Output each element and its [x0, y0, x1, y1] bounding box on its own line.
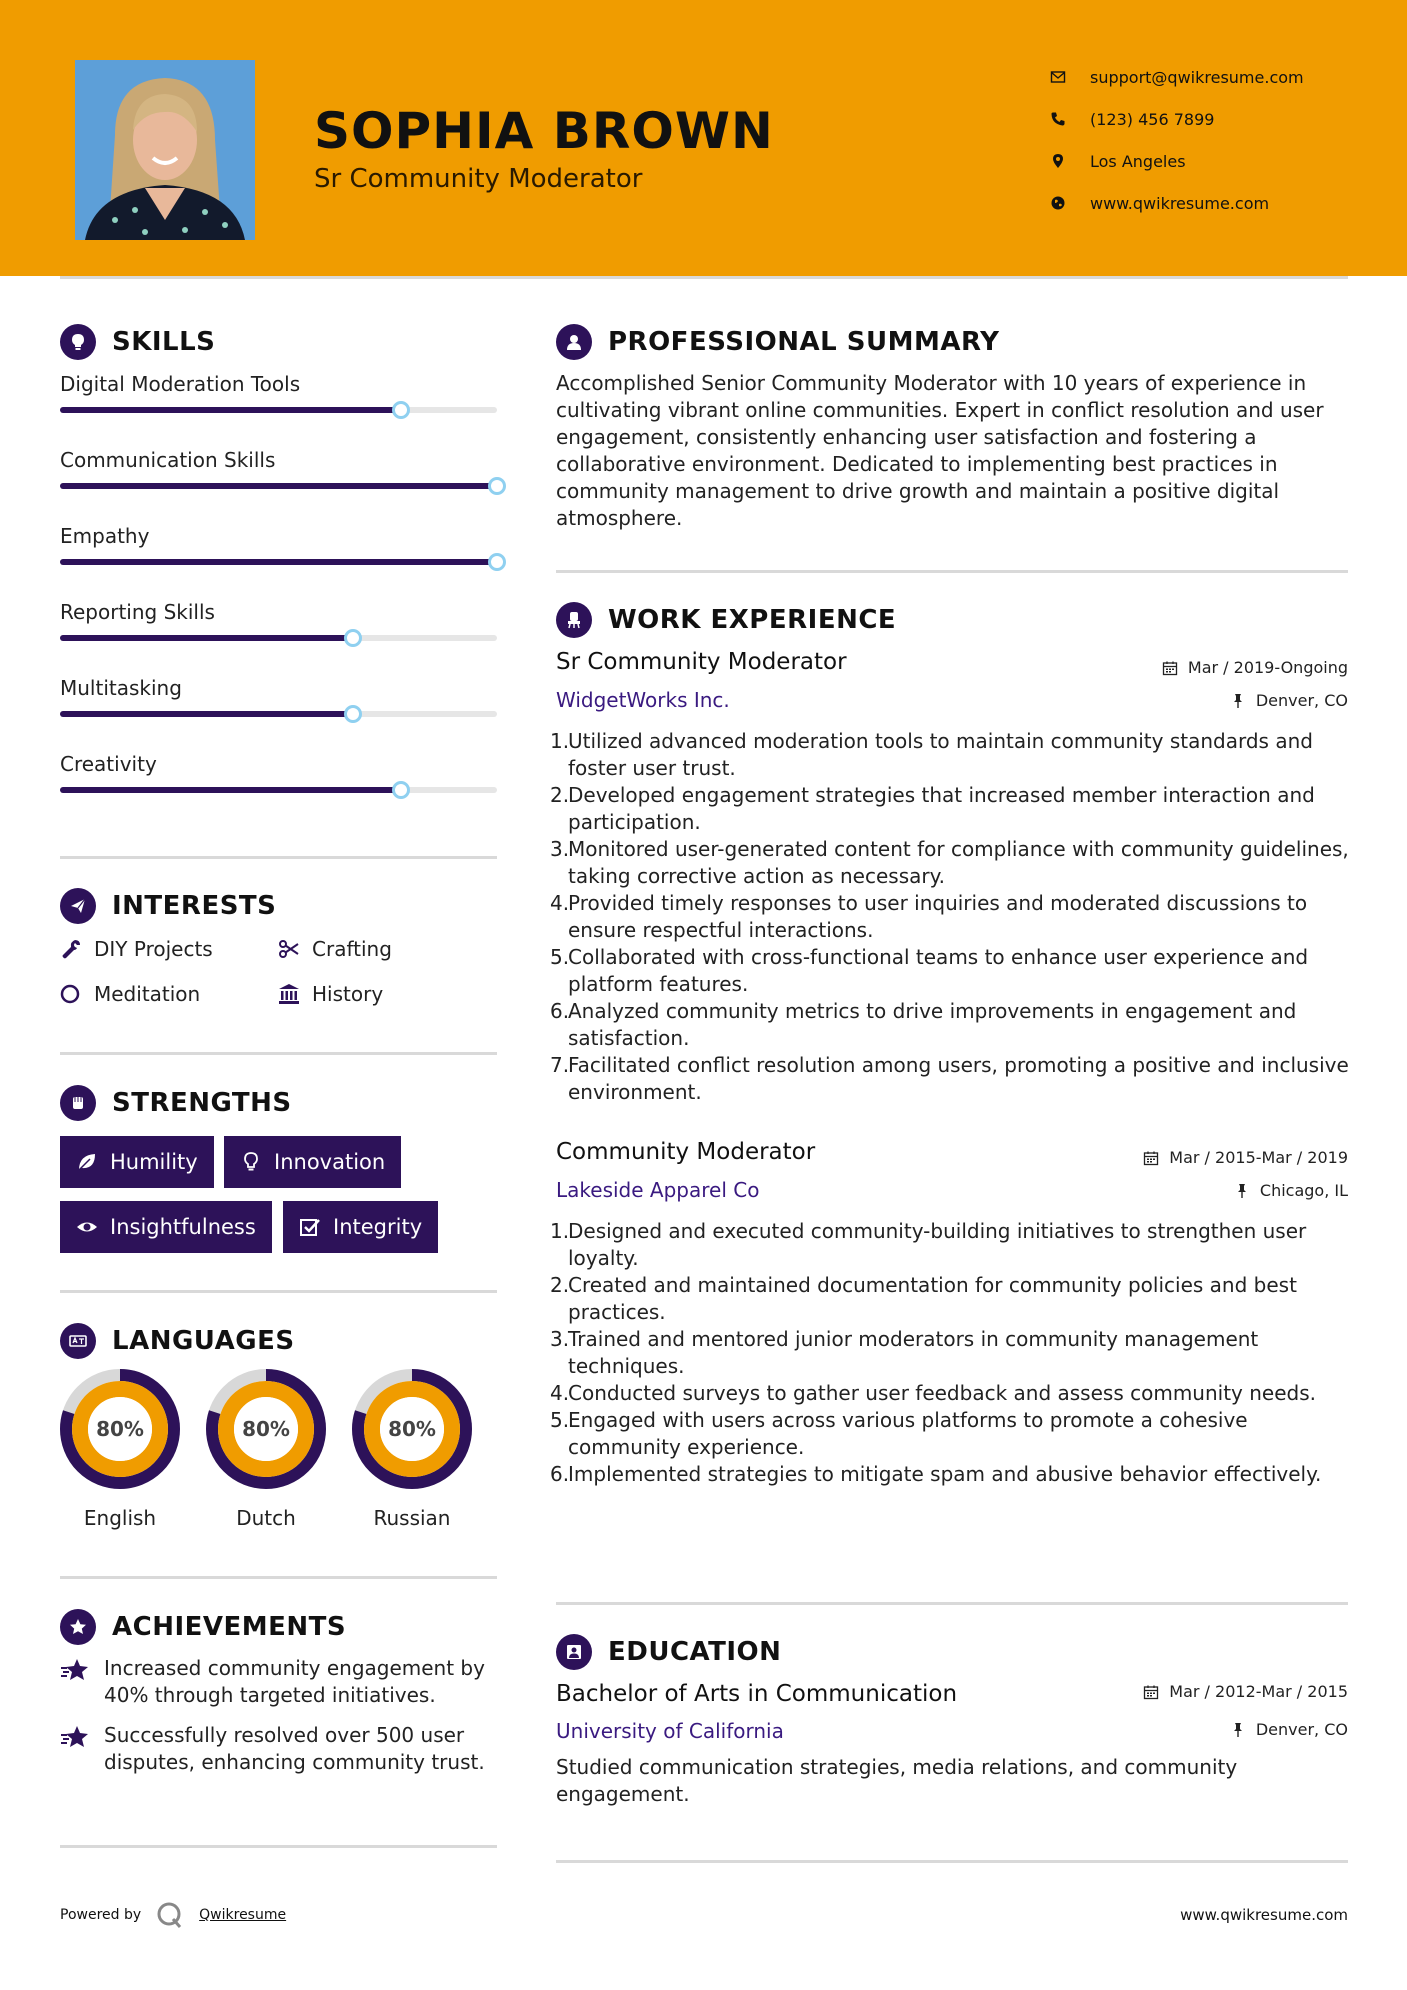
- language-name: Russian: [373, 1506, 451, 1530]
- header-banner: [0, 0, 1407, 276]
- skill-level-knob: [488, 477, 506, 495]
- paper-plane-icon: [68, 896, 88, 916]
- calendar-icon: [1162, 660, 1178, 676]
- wrench-icon: [60, 938, 82, 960]
- skill-label: Multitasking: [60, 676, 182, 700]
- profile-photo: [75, 60, 255, 240]
- skill-level-fill: [60, 711, 353, 717]
- candidate-name: SOPHIA BROWN: [314, 102, 774, 160]
- pin-icon: [1230, 693, 1246, 709]
- map-marker-icon: [1050, 153, 1066, 169]
- duty-item: 3. Monitored user-generated content for compliance with community guidelines, taking corrective action as necessary.: [550, 837, 1349, 888]
- degree-title: Bachelor of Arts in Communication: [556, 1681, 958, 1707]
- duty-item: 5. Collaborated with cross-functional teams to enhance user experience and platform features.: [550, 945, 1309, 996]
- education-dates: Mar / 2012-Mar / 2015: [1143, 1682, 1348, 1701]
- skill-level-knob: [392, 401, 410, 419]
- experience-heading: WORK EXPERIENCE: [556, 602, 896, 638]
- duty-item: 6. Implemented strategies to mitigate spam and abusive behavior effectively.: [550, 1462, 1322, 1486]
- duty-item: 1. Designed and executed community-building initiatives to strengthen user loyalty.: [550, 1219, 1307, 1270]
- candidate-title: Sr Community Moderator: [314, 164, 643, 194]
- skill-level-knob: [344, 629, 362, 647]
- job-title: Sr Community Moderator: [556, 649, 847, 675]
- chair-icon: [564, 610, 584, 630]
- company-name: Lakeside Apparel Co: [556, 1178, 760, 1202]
- skill-track: [60, 559, 497, 565]
- lightbulb-icon: [68, 332, 88, 352]
- language-icon: [68, 1331, 88, 1351]
- star-icon: [60, 1724, 90, 1752]
- education-description: Studied communication strategies, media relations, and community engagement.: [556, 1755, 1238, 1806]
- duty-item: 3. Trained and mentored junior moderators in community management techniques.: [550, 1327, 1259, 1378]
- contact-info: [1050, 56, 1304, 224]
- skills-heading: SKILLS: [60, 324, 215, 360]
- summary-heading: PROFESSIONAL SUMMARY: [556, 324, 999, 360]
- eye-icon: [76, 1216, 98, 1238]
- skill-track: [60, 635, 497, 641]
- institution-icon: [278, 983, 300, 1005]
- skill-label: Communication Skills: [60, 448, 276, 472]
- skill-item: [60, 372, 497, 396]
- contact-location: Los Angeles: [1050, 140, 1304, 182]
- check-square-icon: [299, 1216, 321, 1238]
- skill-level-fill: [60, 407, 401, 413]
- summary-text: Accomplished Senior Community Moderator with 10 years of experience in cultivating vibrant online communities. Expert in conflict resolution and user engagement, consistently enhancing user satisfaction and fostering a collaborative environment. Dedicated to implementing best practices in community management to drive growth and maintain a positive digital atmosphere.: [556, 371, 1324, 530]
- duty-item: 4. Conducted surveys to gather user feedback and assess community needs.: [550, 1381, 1316, 1405]
- duty-item: 1. Utilized advanced moderation tools to maintain community standards and foster user trust.: [550, 729, 1313, 780]
- languages-heading: LANGUAGES: [60, 1323, 295, 1359]
- divider: [60, 1290, 497, 1293]
- skill-item: [60, 448, 497, 472]
- skill-item: [60, 524, 497, 548]
- divider: [556, 1602, 1348, 1605]
- skill-level-fill: [60, 483, 497, 489]
- strength-badge: Insightfulness: [60, 1201, 272, 1253]
- star-icon: [60, 1657, 90, 1685]
- skill-label: Digital Moderation Tools: [60, 372, 301, 396]
- divider: [556, 1860, 1348, 1863]
- globe-icon: [1050, 195, 1066, 211]
- duty-item: 6. Analyzed community metrics to drive improvements in engagement and satisfaction.: [550, 999, 1297, 1050]
- skill-level-knob: [344, 705, 362, 723]
- pin-icon: [1230, 1722, 1246, 1738]
- skill-level-fill: [60, 787, 401, 793]
- duty-item: 5. Engaged with users across various platforms to promote a cohesive community experience.: [550, 1408, 1248, 1459]
- divider: [60, 1052, 497, 1055]
- qwikresume-logo-icon: [155, 1900, 185, 1930]
- achievement-item: Increased community engagement by 40% through targeted initiatives.: [60, 1655, 500, 1709]
- footer-powered-by: Powered by Qwikresume: [60, 1900, 286, 1930]
- language-level-ring: [205, 1368, 327, 1490]
- achievements-heading: ACHIEVEMENTS: [60, 1609, 346, 1645]
- duties-list: [550, 1218, 1356, 1488]
- job-location: Denver, CO: [1230, 691, 1348, 710]
- duty-item: 2. Developed engagement strategies that increased member interaction and participation.: [550, 783, 1315, 834]
- circle-icon: [60, 983, 82, 1005]
- pin-icon: [1234, 1183, 1250, 1199]
- strength-badge: Innovation: [224, 1136, 401, 1188]
- interests-heading: INTERESTS: [60, 888, 276, 924]
- job-location: Chicago, IL: [1234, 1181, 1348, 1200]
- contact-phone[interactable]: (123) 456 7899: [1050, 98, 1304, 140]
- divider: [60, 856, 497, 859]
- achievement-item: Successfully resolved over 500 user disputes, enhancing community trust.: [60, 1722, 500, 1776]
- skill-track: [60, 483, 497, 489]
- envelope-icon: [1050, 69, 1066, 85]
- company-name: WidgetWorks Inc.: [556, 688, 730, 712]
- skill-item: [60, 600, 497, 624]
- language-level-ring: [351, 1368, 473, 1490]
- job-dates: Mar / 2019-Ongoing: [1162, 658, 1348, 677]
- language-item: [205, 1368, 327, 1530]
- skill-track: [60, 711, 497, 717]
- school-name: University of California: [556, 1719, 784, 1743]
- star-icon: [68, 1617, 88, 1637]
- divider: [60, 1576, 497, 1579]
- header-divider: [60, 276, 1348, 279]
- skill-level-fill: [60, 559, 497, 565]
- skill-track: [60, 787, 497, 793]
- strengths-heading: STRENGTHS: [60, 1085, 292, 1121]
- strength-badge: Humility: [60, 1136, 214, 1188]
- duty-item: 7. Facilitated conflict resolution among users, promoting a positive and inclusive environment.: [550, 1053, 1349, 1104]
- language-name: Dutch: [236, 1506, 296, 1530]
- qwikresume-link[interactable]: Qwikresume: [199, 1907, 287, 1923]
- education-heading: EDUCATION: [556, 1634, 781, 1670]
- duty-item: 2. Created and maintained documentation for community policies and best practices.: [550, 1273, 1297, 1324]
- skill-item: [60, 752, 497, 776]
- contact-email[interactable]: support@qwikresume.com: [1050, 56, 1304, 98]
- skill-level-fill: [60, 635, 353, 641]
- divider: [556, 570, 1348, 573]
- fist-icon: [68, 1093, 88, 1113]
- skill-label: Reporting Skills: [60, 600, 215, 624]
- calendar-icon: [1143, 1684, 1159, 1700]
- language-percent: 80%: [96, 1417, 144, 1441]
- interest-item: DIY Projects: [60, 937, 213, 961]
- skill-level-knob: [392, 781, 410, 799]
- language-item: [59, 1368, 181, 1530]
- interest-item: History: [278, 982, 383, 1006]
- graduate-icon: [564, 1642, 584, 1662]
- skill-item: [60, 676, 497, 700]
- skill-track: [60, 407, 497, 413]
- calendar-icon: [1143, 1150, 1159, 1166]
- language-percent: 80%: [242, 1417, 290, 1441]
- education-location: Denver, CO: [1230, 1720, 1348, 1739]
- interest-item: Crafting: [278, 937, 392, 961]
- language-name: English: [83, 1506, 157, 1530]
- duties-list: [550, 728, 1356, 1106]
- duty-item: 4. Provided timely responses to user inquiries and moderated discussions to ensure respectful interactions.: [550, 891, 1308, 942]
- lightbulb-icon: [240, 1151, 262, 1173]
- skill-label: Creativity: [60, 752, 157, 776]
- leaf-icon: [76, 1151, 98, 1173]
- skill-level-knob: [488, 553, 506, 571]
- footer-website[interactable]: www.qwikresume.com: [1180, 1906, 1348, 1924]
- job-title: Community Moderator: [556, 1139, 816, 1165]
- user-icon: [564, 332, 584, 352]
- phone-icon: [1050, 111, 1066, 127]
- divider: [60, 1845, 497, 1848]
- language-item: [351, 1368, 473, 1530]
- job-dates: Mar / 2015-Mar / 2019: [1143, 1148, 1348, 1167]
- language-percent: 80%: [388, 1417, 436, 1441]
- contact-website[interactable]: www.qwikresume.com: [1050, 182, 1304, 224]
- language-level-ring: [59, 1368, 181, 1490]
- strength-badge: Integrity: [283, 1201, 438, 1253]
- scissors-icon: [278, 938, 300, 960]
- interest-item: Meditation: [60, 982, 200, 1006]
- skill-label: Empathy: [60, 524, 150, 548]
